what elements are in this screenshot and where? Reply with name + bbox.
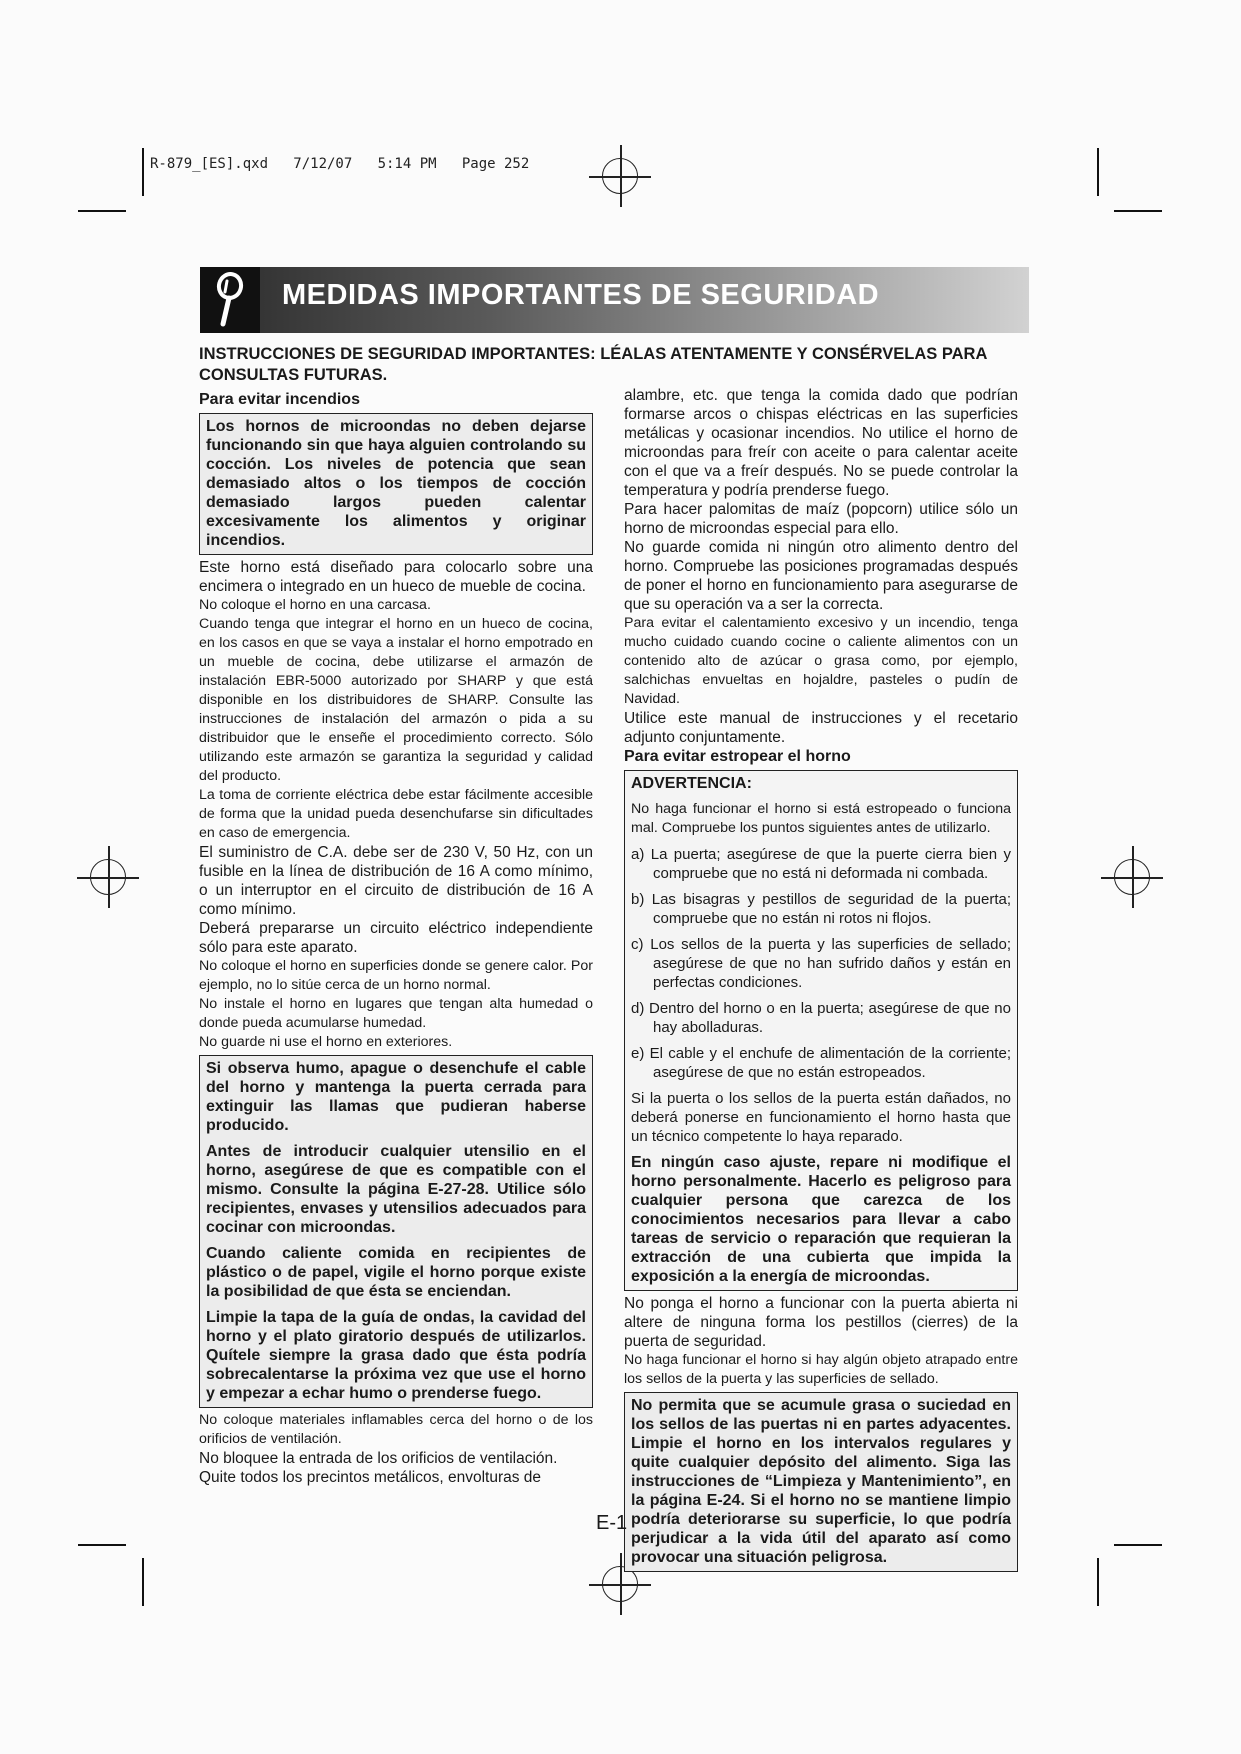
paragraph: Utilice este manual de instrucciones y el recetario adjunto conjuntamente. [624, 710, 1018, 746]
advertencia-item: a) La puerta; asegúrese de que la puerte cierra bien y compruebe que no está ni deformada ni combada. [631, 846, 1011, 882]
paragraph: No guarde ni use el horno en exteriores. [199, 1034, 453, 1050]
crop-mark [1114, 210, 1162, 212]
warning-box [624, 1392, 1018, 1572]
section-heading: Para evitar estropear el horno [624, 748, 851, 765]
paragraph: No ponga el horno a funcionar con la puerta abierta ni altere de ninguna forma los pestillos (cierres) de la puerta de seguridad. [624, 1295, 1018, 1350]
warning-text: Antes de introducir cualquier utensilio en el horno, asegúrese de que es compatible con el mismo. Consulte la página E-27-28. Utilice sólo recipientes, envases y utensilios adecuados para cocinar con microondas. [206, 1143, 586, 1236]
paragraph: No coloque el horno en superficies donde se genere calor. Por ejemplo, no lo sitúe cerca de un horno normal. [199, 958, 593, 993]
banner-title: MEDIDAS IMPORTANTES DE SEGURIDAD [282, 279, 880, 311]
advertencia-box [624, 770, 1018, 1291]
section-banner [200, 267, 1029, 333]
advertencia-item: c) Los sellos de la puerta y las superficies de sellado; asegúrese de que no han sufrido daños y están en perfectas condiciones. [631, 936, 1011, 991]
paragraph: No coloque el horno en una carcasa. [199, 597, 431, 613]
paragraph: Deberá prepararse un circuito eléctrico independiente sólo para este aparato. [199, 920, 593, 956]
advertencia-intro: No haga funcionar el horno si está estropeado o funciona mal. Compruebe los puntos siguientes antes de utilizarlo. [631, 801, 1011, 836]
paragraph: Quite todos los precintos metálicos, envolturas de [199, 1469, 542, 1486]
crop-mark [142, 1558, 144, 1606]
warning-box [199, 413, 593, 555]
paragraph: No coloque materiales inflamables cerca del horno o de los orificios de ventilación. [199, 1412, 593, 1447]
paragraph: Este horno está diseñado para colocarlo sobre una encimera o integrado en un hueco de mueble de cocina. [199, 559, 593, 595]
paragraph: No guarde comida ni ningún otro alimento dentro del horno. Compruebe las posiciones programadas después de poner el horno en funcionamiento para asegurarse de que su operación va a ser la correcta. [624, 539, 1018, 613]
advertencia-bold: En ningún caso ajuste, repare ni modifique el horno personalmente. Hacerlo es peligroso para cualquier persona que carezca de los conocimientos necesarios para llevar a cabo tareas de servicio o reparación que requieran la extracción de una cubierta que impida la exposición a la energía de microondas. [631, 1154, 1011, 1285]
paragraph: No bloquee la entrada de los orificios de ventilación. [199, 1450, 558, 1467]
advertencia-item: b) Las bisagras y pestillos de seguridad de la puerta; compruebe que no están ni rotos ni flojos. [631, 891, 1011, 927]
warning-text: No permita que se acumule grasa o suciedad en los sellos de las puertas ni en partes adyacentes. Limpie el horno en los intervalos regulares y quite cualquier depósito del alimento. Siga las instrucciones de “Limpieza y Mantenimiento”, en la página E-24. Si el horno no se mantiene limpio podría deteriorarse su superficie, lo que podría perjudicar a la vida útil del aparato así como provocar una situación peligrosa. [631, 1397, 1011, 1566]
paragraph: Para evitar el calentamiento excesivo y un incendio, tenga mucho cuidado cuando cocine o caliente alimentos con un contenido alto de azúcar o grasa como, por ejemplo, salchichas envueltas en hojaldre, pasteles o pudín de Navidad. [624, 615, 1018, 707]
warning-text: Cuando caliente comida en recipientes de plástico o de papel, vigile el horno porque existe la posibilidad de que ésta se enciendan. [206, 1245, 586, 1300]
registration-mark [90, 859, 126, 895]
page-number: E-1 [596, 1512, 628, 1534]
section-heading: Para evitar incendios [199, 391, 360, 408]
crop-mark [142, 148, 144, 196]
paragraph: Para hacer palomitas de maíz (popcorn) utilice sólo un horno de microondas especial para ello. [624, 501, 1018, 537]
paragraph: La toma de corriente eléctrica debe estar fácilmente accesible de forma que la unidad pueda desenchufarse sin dificultades en caso de emergencia. [199, 787, 593, 841]
registration-mark [1114, 859, 1150, 895]
advertencia-title: ADVERTENCIA: [631, 775, 752, 792]
print-slug: R-879_[ES].qxd 7/12/07 5:14 PM Page 252 [150, 156, 530, 172]
right-column [624, 386, 1018, 1575]
main-heading: INSTRUCCIONES DE SEGURIDAD IMPORTANTES: LÉALAS ATENTAMENTE Y CONSÉRVELAS PARA CONSULTAS FUTURAS. [199, 345, 987, 384]
crop-mark [78, 1544, 126, 1546]
paragraph: No haga funcionar el horno si hay algún objeto atrapado entre los sellos de la puerta y las superficies de sellado. [624, 1352, 1018, 1387]
crop-mark [1097, 148, 1099, 196]
crop-mark [78, 210, 126, 212]
crop-mark [1114, 1544, 1162, 1546]
crop-mark [1097, 1558, 1099, 1606]
registration-mark [602, 158, 638, 194]
paragraph: No instale el horno en lugares que tengan alta humedad o donde pueda acumularse humedad. [199, 996, 593, 1031]
paragraph: El suministro de C.A. debe ser de 230 V, 50 Hz, con un fusible en la línea de distribución de 16 A como mínimo, o un interruptor en el circuito de distribución de 16 A como mínimo. [199, 844, 593, 918]
warning-box [199, 1055, 593, 1408]
warning-text: Limpie la tapa de la guía de ondas, la cavidad del horno y el plato giratorio después de utilizarlos. Quítele siempre la grasa dado que ésta podría sobrecalentarse la próxima vez que use el horno y empezar a echar humo o prenderse fuego. [206, 1309, 586, 1402]
advertencia-item: e) El cable y el enchufe de alimentación de la corriente; asegúrese de que no están estropeados. [631, 1045, 1011, 1081]
warning-text: Los hornos de microondas no deben dejarse funcionando sin que haya alguien controlando su cocción. Los niveles de potencia que sean demasiado altos o los tiempos de cocción demasiado largos pueden calentar excesivamente los alimentos y originar incendios. [206, 418, 586, 549]
warning-exclamation-icon [200, 267, 260, 333]
paragraph: alambre, etc. que tenga la comida dado que podrían formarse arcos o chispas eléctricas en las superficies metálicas y ocasionar incendios. No utilice el horno de microondas para freír con aceite o para calentar aceite con el que va a freír después. No se puede controlar la temperatura y podría prenderse fuego. [624, 387, 1018, 499]
left-column [199, 390, 593, 1487]
advertencia-paragraph: Si la puerta o los sellos de la puerta están dañados, no deberá ponerse en funcionamiento el horno hasta que un técnico competente lo haya reparado. [631, 1090, 1011, 1145]
paragraph: Cuando tenga que integrar el horno en un hueco de cocina, en los casos en que se vaya a instalar el horno empotrado en un mueble de cocina, debe utilizarse el armazón de instalación EBR-5000 autorizado por SHARP y que está disponible en los distribuidores de SHARP. Consulte las instrucciones de instalación del armazón o pida a su distribuidor que le enseñe el procedimiento correcto. Sólo utilizando este armazón se garantiza la seguridad y calidad del producto. [199, 616, 593, 784]
advertencia-item: d) Dentro del horno o en la puerta; asegúrese de que no hay abolladuras. [631, 1000, 1011, 1036]
warning-text: Si observa humo, apague o desenchufe el cable del horno y mantenga la puerta cerrada para extinguir las llamas que pudieran haberse producido. [206, 1060, 586, 1134]
